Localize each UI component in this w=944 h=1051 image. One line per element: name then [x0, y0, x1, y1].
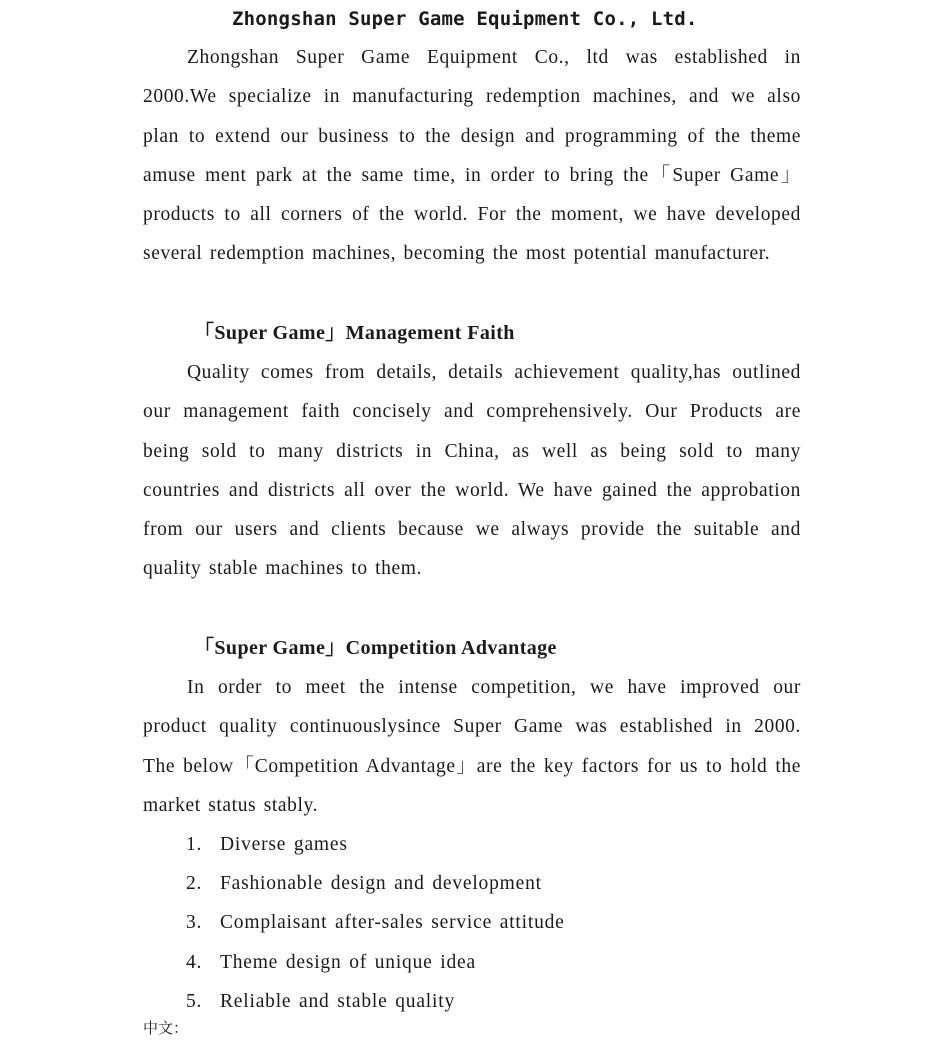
- list-item: [186, 825, 565, 864]
- list-item-text: Fashionable design and development: [220, 873, 542, 895]
- list-item: [186, 982, 565, 1021]
- chinese-version-label: 中文：: [143, 1019, 189, 1037]
- list-item: [186, 903, 565, 942]
- management-faith-paragraph: Quality comes from details, details achievement quality,has outlined our management faith concisely and comprehensively. Our Products are being sold to many districts in China, as well as being sold to many countries and districts all over the world. We have gained the approbation from our users and clients because we always provide the suitable and quality stable machines to them.: [143, 362, 801, 580]
- competition-advantage-heading: 「Super Game」Competition Advantage: [194, 637, 557, 659]
- intro-paragraph: Zhongshan Super Game Equipment Co., ltd was established in 2000.We specialize in manufacturing redemption machines, and we also plan to extend our business to the design and programming of the theme amuse ment park at the same time, in order to bring the「Super Game」products to all corners of the world. For the moment, we have developed several redemption machines, becoming the most potential manufacturer.: [143, 47, 801, 265]
- list-item-number: 2.: [186, 873, 203, 895]
- management-faith-heading: 「Super Game」Management Faith: [194, 322, 515, 344]
- list-item: [186, 943, 565, 982]
- list-item-number: 1.: [186, 834, 203, 855]
- list-item-number: 3.: [186, 912, 203, 934]
- list-item-text: Reliable and stable quality: [220, 990, 455, 1012]
- list-item-text: Diverse games: [220, 834, 348, 855]
- list-item: [186, 864, 565, 903]
- list-item-text: Theme design of unique idea: [220, 951, 476, 973]
- list-item-number: 5.: [186, 990, 203, 1012]
- list-item-number: 4.: [186, 951, 203, 973]
- competition-advantage-paragraph: In order to meet the intense competition, we have improved our product quality continuouslysince Super Game was established in 2000. The below「Competition Advantage」are the key factors for us to hold the market status stably.: [143, 677, 801, 816]
- list-item-text: Complaisant after-sales service attitude: [220, 912, 565, 934]
- document-title: Zhongshan Super Game Equipment Co., Ltd.: [232, 8, 698, 30]
- advantage-list: [186, 825, 565, 1021]
